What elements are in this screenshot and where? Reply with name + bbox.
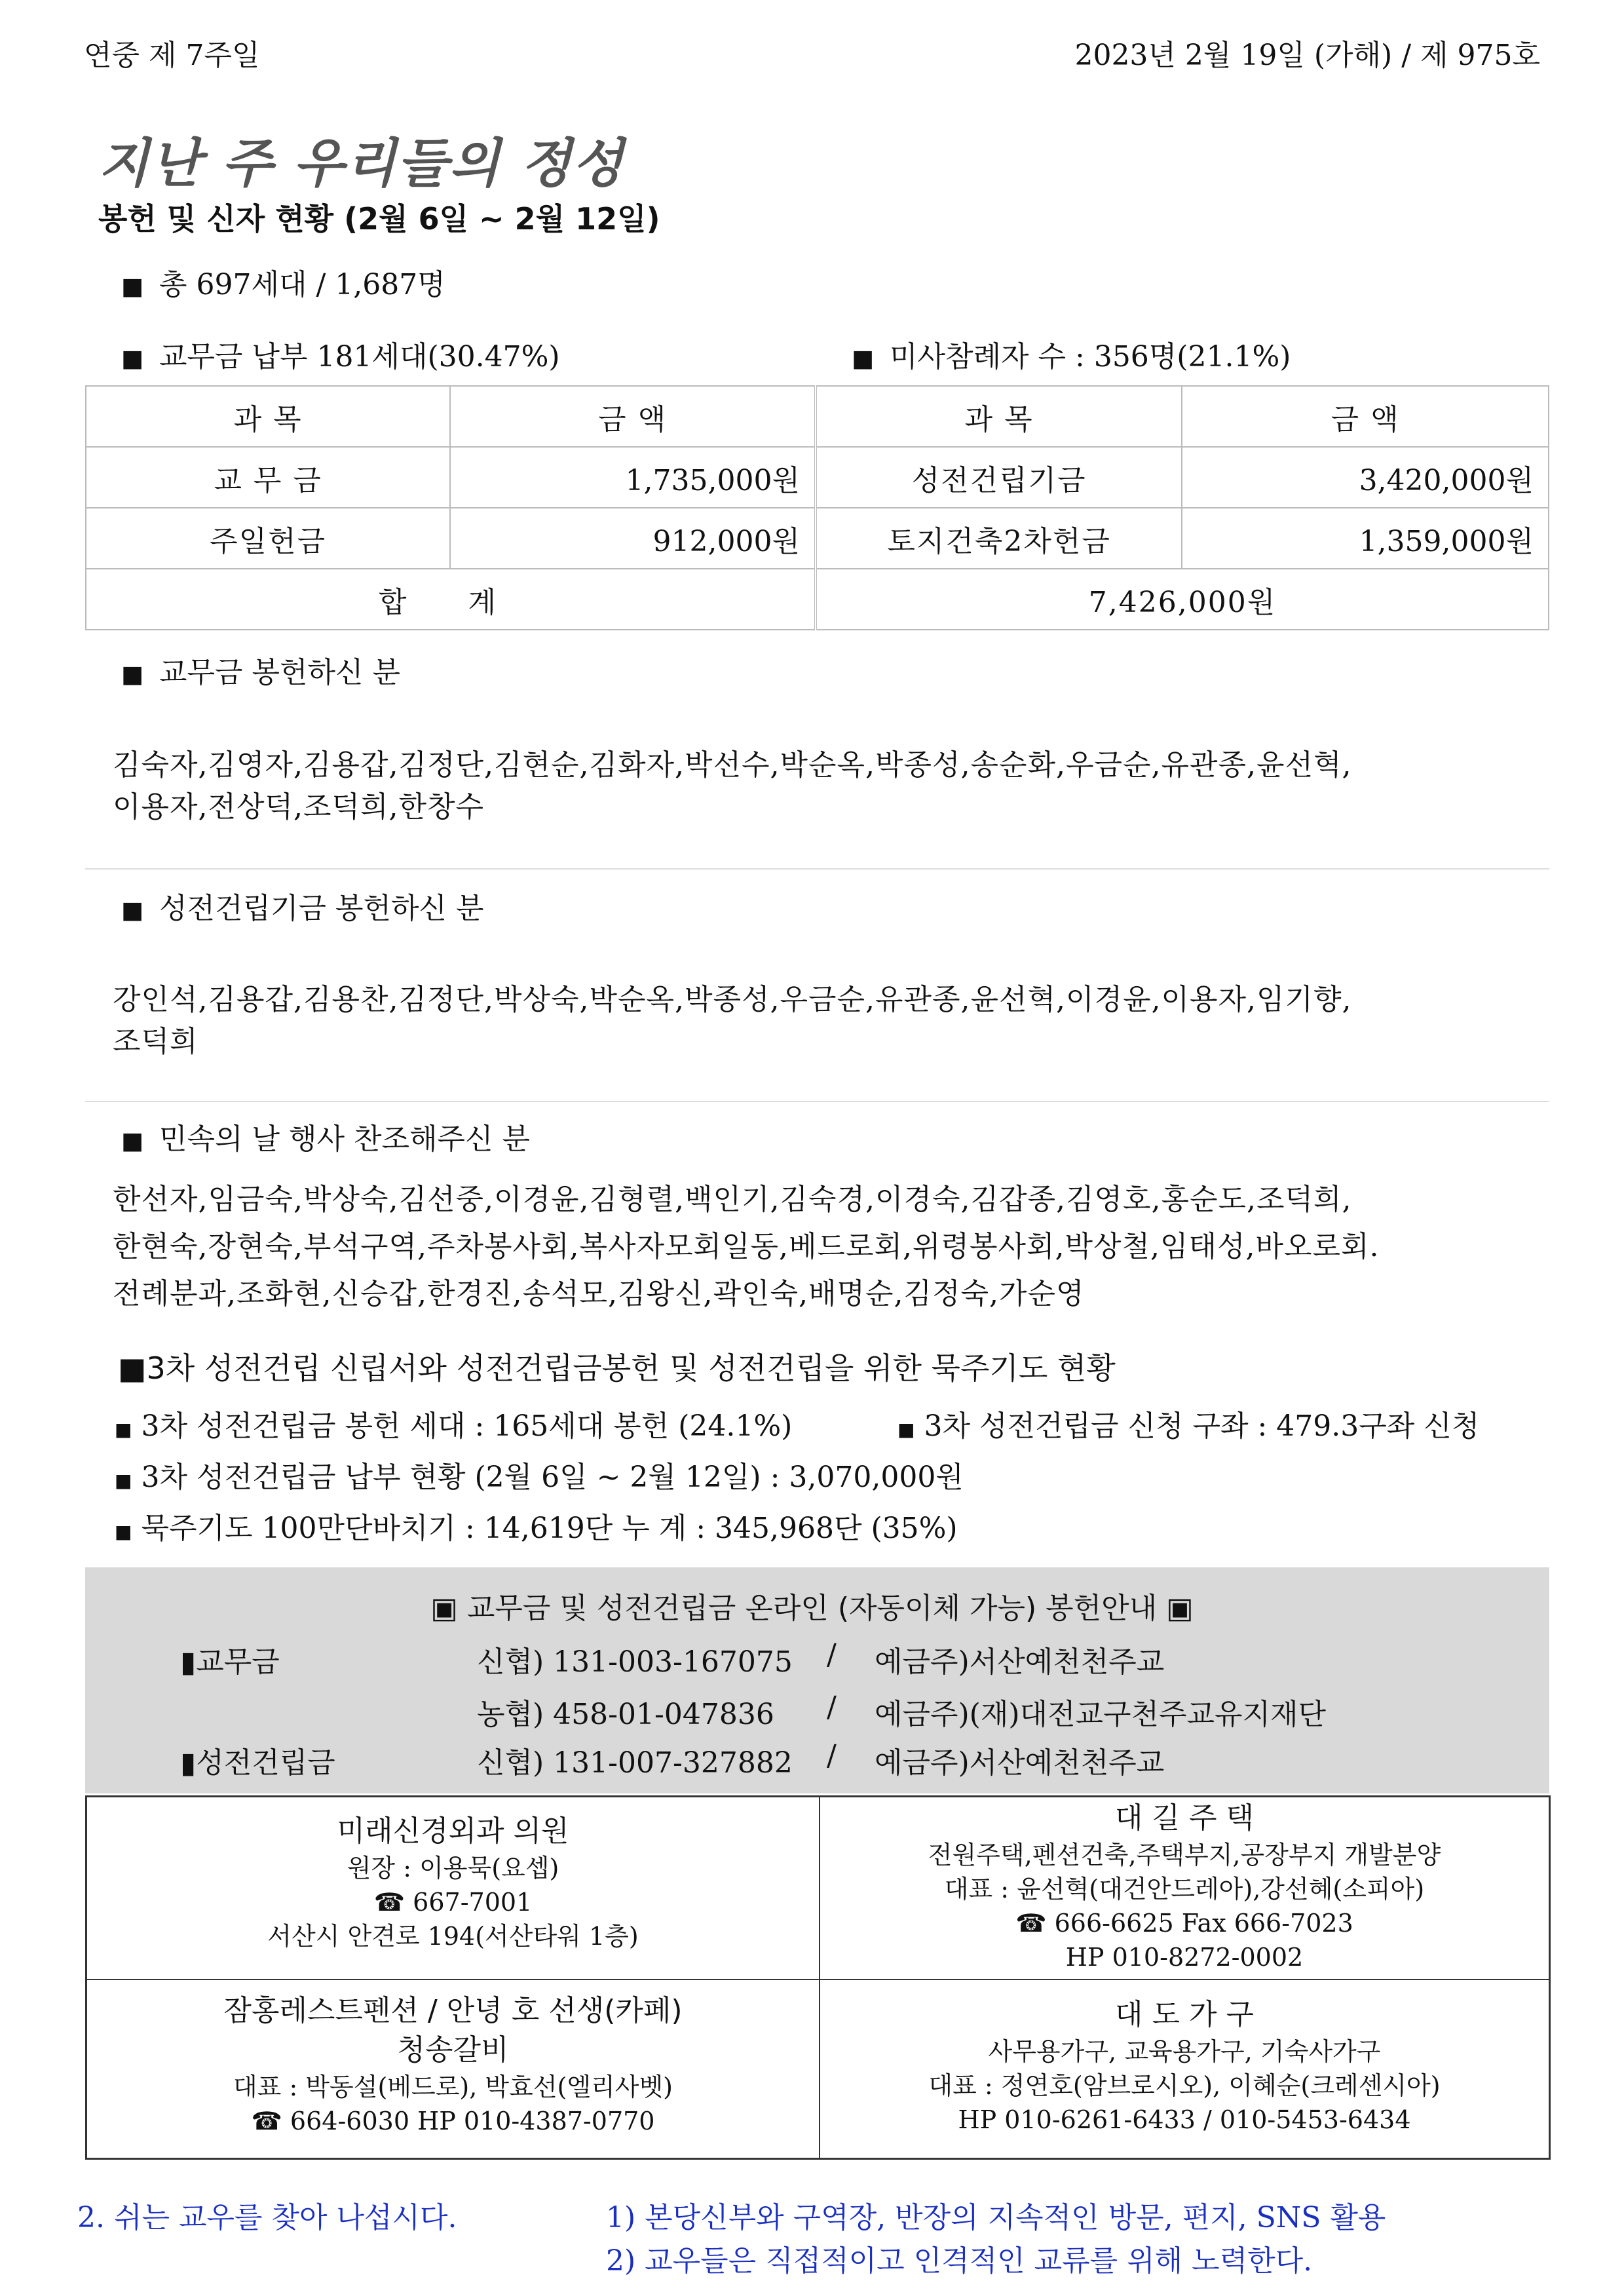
stat-dues-text: 교무금 납부 181세대(30.47%) bbox=[159, 340, 560, 373]
ad-line: ☎ 666-6625 Fax 666-7023 bbox=[1015, 1909, 1353, 1938]
square-bullet-icon: ■ bbox=[121, 345, 144, 372]
bank-holder: 예금주)(재)대전교구천주교유지재단 bbox=[875, 1698, 1327, 1731]
square-bullet-icon: ■ bbox=[121, 273, 144, 300]
table-cell: 토지건축2차헌금 bbox=[816, 508, 1182, 569]
divider bbox=[85, 1101, 1549, 1102]
ad-housing bbox=[820, 1799, 1549, 1974]
ad-name: 잠홍레스트펜션 / 안녕 호 선생(카페) bbox=[223, 1994, 683, 2027]
stat-mass-text: 미사참례자 수 : 356명(21.1%) bbox=[890, 340, 1291, 373]
name-line: 전례분과,조화현,신승갑,한경진,송석모,김왕신,곽인숙,배명순,김정숙,가순영 bbox=[113, 1277, 1085, 1311]
bank-account: 농협) 458-01-047836 bbox=[477, 1698, 774, 1731]
building-line-text: 3차 성전건립금 신청 구좌 : 479.3구좌 신청 bbox=[924, 1409, 1480, 1443]
stat-dues bbox=[121, 333, 560, 375]
ad-line: HP 010-6261-6433 / 010-5453-6434 bbox=[958, 2105, 1411, 2134]
ad-pension bbox=[87, 1991, 819, 2138]
donor-list-building-fund bbox=[113, 979, 1554, 1063]
page-title: 지난 주 우리들의 정성 bbox=[98, 133, 625, 194]
section-title-folk-day bbox=[121, 1115, 530, 1157]
donor-list-dues bbox=[113, 744, 1554, 828]
table-cell: 3,420,000원 bbox=[1182, 447, 1549, 508]
ads-grid bbox=[85, 1795, 1551, 2160]
footer-line-1: 1) 본당신부와 구역장, 반장의 지속적인 방문, 편지, SNS 활용 bbox=[606, 2201, 1386, 2234]
ad-name: 대 도 가 구 bbox=[1115, 1998, 1254, 2031]
table-row bbox=[86, 508, 1549, 569]
table-total-label: 합 계 bbox=[86, 569, 816, 630]
square-bullet-icon: ■ bbox=[852, 345, 875, 372]
table-header-item: 과 목 bbox=[86, 386, 450, 447]
ad-name: 대 길 주 택 bbox=[1115, 1801, 1254, 1835]
ad-line: 대표 : 정연호(암브로시오), 이혜순(크레센시아) bbox=[928, 2071, 1441, 2100]
bank-holder: 예금주)서산예천천주교 bbox=[875, 1645, 1165, 1679]
ad-line: 대표 : 윤선혁(대건안드레아),강선혜(소피아) bbox=[944, 1875, 1425, 1904]
header-left: 연중 제 7주일 bbox=[84, 39, 260, 72]
bank-holder: 예금주)서산예천천주교 bbox=[875, 1746, 1165, 1780]
square-bullet-icon: ■ bbox=[115, 1521, 132, 1542]
table-cell: 912,000원 bbox=[450, 508, 816, 569]
table-header-amount: 금 액 bbox=[450, 386, 816, 447]
bank-info-title: ▣ 교무금 및 성전건립금 온라인 (자동이체 가능) 봉헌안내 ▣ bbox=[430, 1592, 1194, 1625]
building-line-text: 묵주기도 100만단바치기 : 14,619단 누 계 : 345,968단 (35%) bbox=[141, 1512, 958, 1545]
ad-line: 원장 : 이용묵(요셉) bbox=[347, 1854, 559, 1883]
divider bbox=[87, 1979, 1549, 1980]
table-cell: 주일헌금 bbox=[86, 508, 450, 569]
building-line-2 bbox=[115, 1453, 964, 1495]
ad-line: ☎ 664-6030 HP 010-4387-0770 bbox=[251, 2107, 655, 2135]
bank-label: ▮성전건립금 bbox=[180, 1746, 335, 1780]
table-header-amount: 금 액 bbox=[1182, 386, 1549, 447]
bank-slash: / bbox=[827, 1638, 837, 1672]
building-line-text: 3차 성전건립금 납부 현황 (2월 6일 ~ 2월 12일) : 3,070,000원 bbox=[141, 1461, 964, 1494]
section-title-dues bbox=[121, 649, 400, 691]
stat-mass bbox=[852, 333, 1291, 375]
table-header-item: 과 목 bbox=[816, 386, 1182, 447]
section-title-text: 성전건립기금 봉헌하신 분 bbox=[159, 892, 484, 925]
page-subtitle: 봉헌 및 신자 현황 (2월 6일 ~ 2월 12일) bbox=[98, 201, 660, 237]
section-title-text: 민속의 날 행사 찬조해주신 분 bbox=[159, 1122, 531, 1156]
ad-furniture bbox=[820, 1995, 1549, 2137]
name-line: 이용자,전상덕,조덕희,한창수 bbox=[113, 790, 485, 824]
square-bullet-icon: ■ bbox=[121, 1128, 144, 1155]
section-title-building-fund bbox=[121, 885, 484, 927]
bank-label: ▮교무금 bbox=[180, 1645, 280, 1679]
stat-total-text: 총 697세대 / 1,687명 bbox=[159, 268, 445, 301]
table-row bbox=[86, 447, 1549, 508]
ad-line: 서산시 안견로 194(서산타워 1층) bbox=[267, 1922, 639, 1951]
stat-total bbox=[121, 261, 445, 303]
table-total-value: 7,426,000원 bbox=[816, 569, 1549, 630]
ad-clinic bbox=[87, 1812, 819, 1953]
building-line-text: 3차 성전건립금 봉헌 세대 : 165세대 봉헌 (24.1%) bbox=[141, 1409, 793, 1443]
ad-line: 대표 : 박동설(베드로), 박효선(엘리사벳) bbox=[233, 2073, 673, 2101]
square-bullet-icon: ■ bbox=[115, 1470, 132, 1491]
building-line-1a bbox=[115, 1402, 792, 1444]
footer-left: 2. 쉬는 교우를 찾아 나섭시다. bbox=[77, 2201, 457, 2234]
ad-line: ☎ 667-7001 bbox=[373, 1888, 533, 1917]
divider bbox=[85, 868, 1549, 870]
table-total-row bbox=[86, 569, 1549, 630]
square-bullet-icon: ■ bbox=[115, 1419, 132, 1440]
table-cell: 1,359,000원 bbox=[1182, 508, 1549, 569]
ad-name: 미래신경외과 의원 bbox=[337, 1814, 569, 1848]
name-line: 한선자,임금숙,박상숙,김선중,이경윤,김형렬,백인기,김숙경,이경숙,김갑종,김영호,홍순도,조덕희, bbox=[113, 1183, 1352, 1216]
offering-table bbox=[85, 385, 1549, 630]
bank-slash: / bbox=[827, 1739, 837, 1772]
header-right: 2023년 2월 19일 (가해) / 제 975호 bbox=[1074, 39, 1540, 72]
bank-account: 신협) 131-007-327882 bbox=[477, 1746, 793, 1780]
table-cell: 1,735,000원 bbox=[450, 447, 816, 508]
ad-line: 사무용가구, 교육용가구, 기숙사가구 bbox=[988, 2037, 1381, 2066]
name-line: 강인석,김용갑,김용찬,김정단,박상숙,박순옥,박종성,우금순,유관종,윤선혁,이경윤,이용자,임기향, bbox=[113, 983, 1352, 1016]
ad-name-2: 청송갈비 bbox=[397, 2033, 509, 2067]
name-line: 한현숙,장현숙,부석구역,주차봉사회,복사자모회일동,베드로회,위령봉사회,박상철,임태성,바오로회. bbox=[113, 1230, 1380, 1263]
building-line-3 bbox=[115, 1504, 958, 1546]
table-cell: 교 무 금 bbox=[86, 447, 450, 508]
building-status-title: ■3차 성전건립 신립서와 성전건립금봉헌 및 성전건립을 위한 묵주기도 현황 bbox=[118, 1350, 1116, 1386]
donor-list-folk-day bbox=[113, 1176, 1554, 1318]
square-bullet-icon: ■ bbox=[121, 661, 144, 688]
table-cell: 성전건립기금 bbox=[816, 447, 1182, 508]
bank-account: 신협) 131-003-167075 bbox=[477, 1645, 793, 1679]
bank-slash: / bbox=[827, 1691, 837, 1724]
square-bullet-icon: ■ bbox=[897, 1419, 915, 1440]
name-line: 조덕희 bbox=[113, 1025, 198, 1058]
square-bullet-icon: ■ bbox=[121, 897, 144, 924]
section-title-text: 교무금 봉헌하신 분 bbox=[159, 656, 401, 689]
footer-line-2: 2) 교우들은 직접적이고 인격적인 교류를 위해 노력한다. bbox=[606, 2244, 1313, 2278]
table-header-row bbox=[86, 386, 1549, 447]
name-line: 김숙자,김영자,김용갑,김정단,김현순,김화자,박선수,박순옥,박종성,송순화,우금순,유관종,윤선혁, bbox=[113, 748, 1352, 782]
building-line-1b bbox=[897, 1402, 1479, 1444]
ad-line: HP 010-8272-0002 bbox=[1065, 1943, 1304, 1972]
ad-line: 전원주택,펜션건축,주택부지,공장부지 개발분양 bbox=[928, 1841, 1441, 1869]
